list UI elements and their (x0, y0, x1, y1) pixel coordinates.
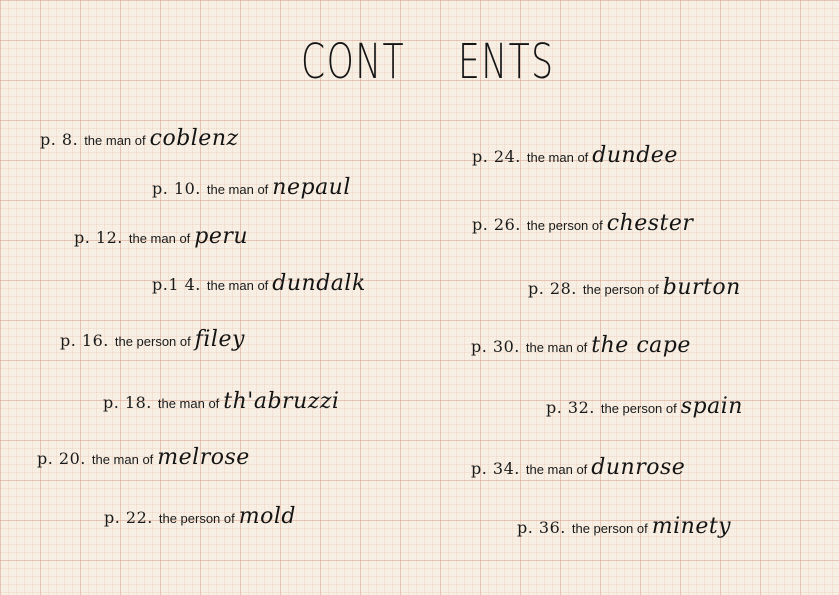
entry-label: the man of (128, 231, 191, 246)
place-name: melrose (157, 445, 250, 470)
place-name: th'abruzzi (223, 389, 340, 414)
toc-entry[interactable] (472, 213, 693, 235)
place-name: dundee (592, 143, 678, 168)
entry-label: the man of (525, 462, 588, 477)
place-name: the cape (591, 333, 691, 358)
toc-entry[interactable] (517, 516, 731, 538)
toc-entry[interactable] (471, 335, 691, 357)
page-number: p. 18. (103, 393, 152, 412)
page-number: p. 32. (546, 398, 595, 417)
entry-label: the man of (526, 150, 589, 165)
place-name: peru (194, 224, 249, 249)
page-number: p. 24. (472, 147, 521, 166)
entry-label: the person of (571, 521, 648, 536)
place-name: spain (680, 394, 743, 419)
page-number: p. 22. (104, 508, 153, 527)
toc-entry[interactable] (546, 396, 743, 418)
page-number: p. 34. (471, 459, 520, 478)
entry-label: the man of (206, 278, 269, 293)
entry-label: the man of (91, 452, 154, 467)
toc-entry[interactable] (471, 457, 685, 479)
toc-entry[interactable] (60, 329, 245, 351)
page-number: p. 36. (517, 518, 566, 537)
title-left: CONT (301, 34, 406, 90)
page-number: p. 26. (472, 215, 521, 234)
entry-label: the person of (600, 401, 677, 416)
place-name: dundalk (272, 271, 366, 296)
toc-entry[interactable] (104, 506, 296, 528)
title-right: ENTS (458, 34, 555, 90)
toc-entry[interactable] (37, 447, 250, 469)
page-number: p. 8. (40, 130, 79, 149)
entry-label: the man of (206, 182, 269, 197)
page-number: p.1 4. (152, 275, 201, 294)
place-name: coblenz (149, 126, 239, 151)
toc-entry[interactable] (74, 226, 248, 248)
toc-entry[interactable] (40, 128, 239, 150)
entry-label: the man of (84, 133, 146, 148)
page-number: p. 28. (528, 279, 577, 298)
place-name: chester (606, 211, 694, 236)
place-name: filey (194, 327, 245, 352)
page-number: p. 30. (471, 337, 520, 356)
entry-label: the person of (526, 218, 603, 233)
page-number: p. 12. (74, 228, 123, 247)
contents-title (0, 34, 839, 94)
entry-label: the person of (582, 282, 659, 297)
page-number: p. 10. (152, 179, 201, 198)
place-name: mold (238, 504, 296, 529)
place-name: burton (662, 275, 741, 300)
toc-entry[interactable] (152, 273, 366, 295)
page-number: p. 20. (37, 449, 86, 468)
place-name: nepaul (272, 175, 351, 200)
entry-label: the man of (157, 396, 220, 411)
place-name: dunrose (591, 455, 686, 480)
toc-entry[interactable] (152, 177, 351, 199)
entry-label: the person of (114, 334, 191, 349)
entry-label: the man of (525, 340, 588, 355)
toc-entry[interactable] (103, 391, 339, 413)
page-number: p. 16. (60, 331, 109, 350)
toc-entry[interactable] (528, 277, 741, 299)
toc-entry[interactable] (472, 145, 678, 167)
entry-label: the person of (158, 511, 235, 526)
place-name: minety (651, 514, 732, 539)
